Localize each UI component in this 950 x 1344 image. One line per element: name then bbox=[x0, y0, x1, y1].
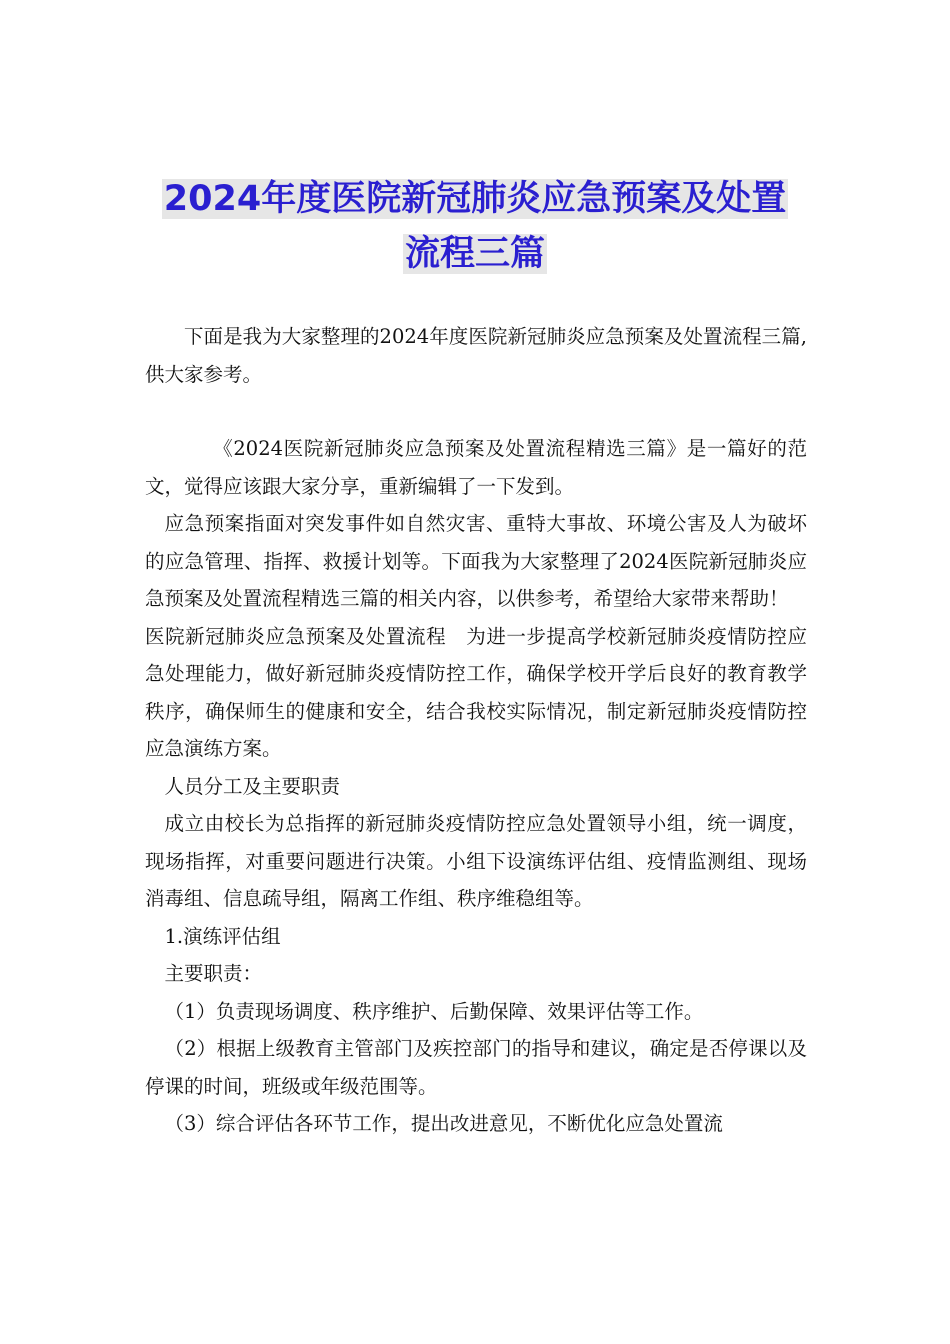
duty-item-1: （1）负责现场调度、秩序维护、后勤保障、效果评估等工作。 bbox=[164, 999, 704, 1023]
intro-paragraph: 下面是我为大家整理的2024年度医院新冠肺炎应急预案及处置流程三篇,供大家参考。 bbox=[145, 325, 807, 386]
paragraph-4: 成立由校长为总指挥的新冠肺炎疫情防控应急处置领导小组，统一调度，现场指挥，对重要问题进行决策。小组下设演练评估组、疫情监测组、现场消毒组、信息疏导组，隔离工作组、秩序维稳组等。 bbox=[145, 812, 807, 910]
content-block bbox=[145, 430, 807, 1143]
title-line-1: 2024年度医院新冠肺炎应急预案及处置 bbox=[163, 179, 787, 219]
duties-label: 主要职责： bbox=[164, 962, 263, 985]
duty-item-3: （3）综合评估各环节工作，提出改进意见，不断优化应急处置流 bbox=[164, 1112, 723, 1135]
paragraph-1: 《2024医院新冠肺炎应急预案及处置流程精选三篇》是一篇好的范文，觉得应该跟大家分享，重新编辑了一下发到。 bbox=[145, 437, 807, 498]
subsection-heading: 1.演练评估组 bbox=[164, 924, 281, 948]
section-heading: 人员分工及主要职责 bbox=[164, 774, 341, 798]
paragraph-3: 医院新冠肺炎应急预案及处置流程 为进一步提高学校新冠肺炎疫情防控应急处理能力，做好新冠肺炎疫情防控工作，确保学校开学后良好的教育教学秩序，确保师生的健康和安全，结合我校实际情况，制定新冠肺炎疫情防控应急演练方案。 bbox=[145, 624, 807, 760]
paragraph-2: 应急预案指面对突发事件如自然灾害、重特大事故、环境公害及人为破坏的应急管理、指挥、救援计划等。下面我为大家整理了2024医院新冠肺炎应急预案及处置流程精选三篇的相关内容，以供参考，希望给大家带来帮助！ bbox=[145, 512, 807, 610]
title-line-2: 流程三篇 bbox=[404, 234, 545, 274]
document-title bbox=[120, 172, 830, 282]
intro-block bbox=[145, 318, 807, 393]
duty-item-2: （2）根据上级教育主管部门及疾控部门的指导和建议，确定是否停课以及停课的时间，班级或年级范围等。 bbox=[145, 1037, 807, 1098]
